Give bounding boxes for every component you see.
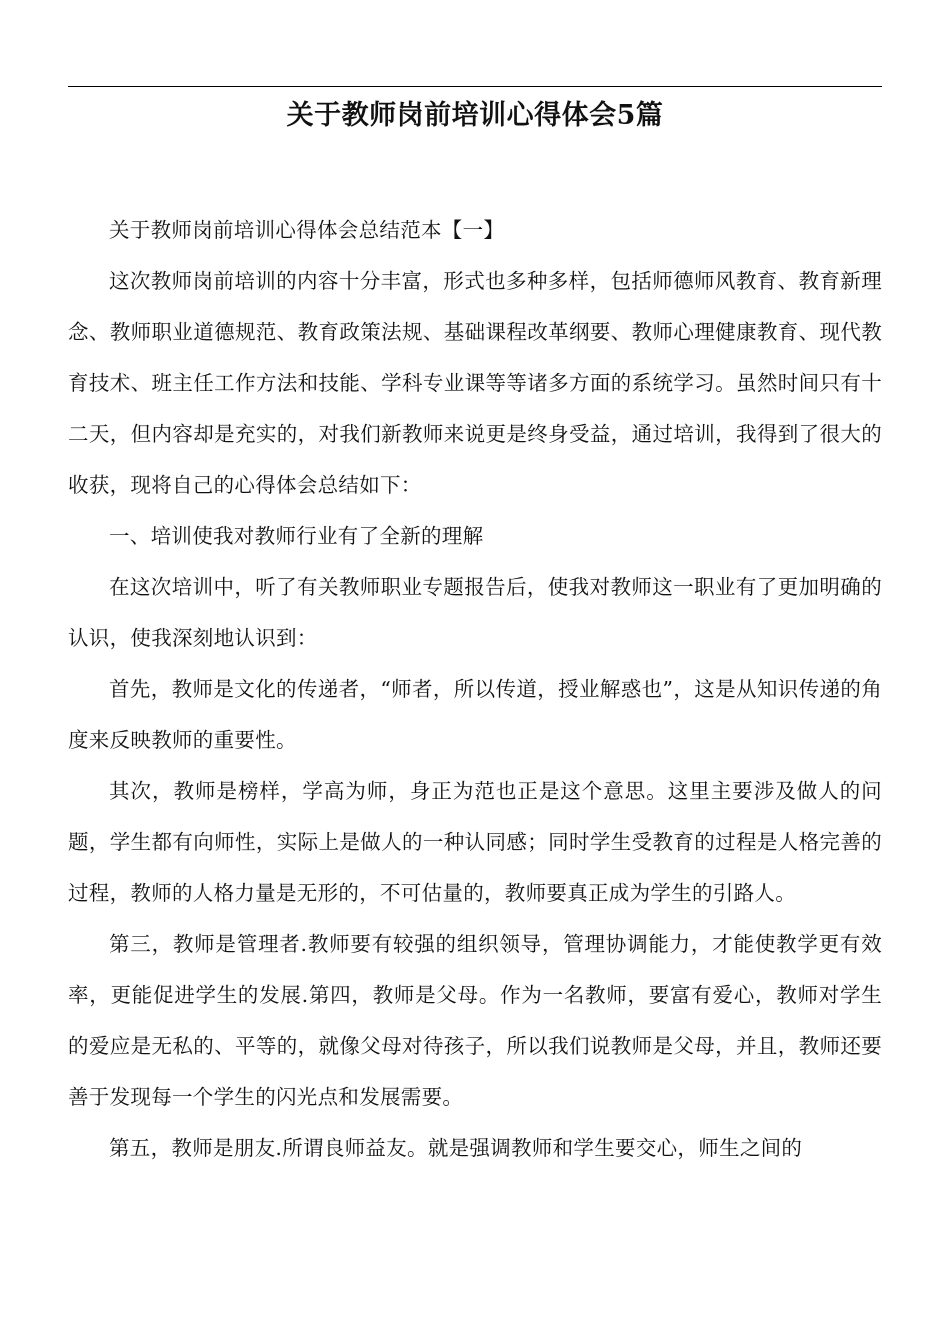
document-body: [68, 205, 882, 1174]
paragraph-understanding: 在这次培训中，听了有关教师职业专题报告后，使我对教师这一职业有了更加明确的认识，使我深刻地认识到：: [68, 575, 882, 650]
section-heading: 关于教师岗前培训心得体会总结范本【一】: [109, 218, 505, 242]
header-rule: [68, 86, 882, 87]
paragraph-intro: 这次教师岗前培训的内容十分丰富，形式也多种多样，包括师德师风教育、教育新理念、教师职业道德规范、教育政策法规、基础课程改革纲要、教师心理健康教育、现代教育技术、班主任工作方法和技能、学科专业课等等诸多方面的系统学习。虽然时间只有十二天，但内容却是充实的，对我们新教师来说更是终身受益，通过培训，我得到了很大的收获，现将自己的心得体会总结如下：: [68, 269, 882, 497]
document-title: 关于教师岗前培训心得体会5篇: [286, 100, 664, 131]
paragraph-first: 首先，教师是文化的传递者，“师者，所以传道，授业解惑也”，这是从知识传递的角度来反映教师的重要性。: [68, 677, 882, 752]
subsection-heading: 一、培训使我对教师行业有了全新的理解: [109, 524, 484, 548]
paragraph-third: 第三，教师是管理者.教师要有较强的组织领导，管理协调能力，才能使教学更有效率，更能促进学生的发展.第四，教师是父母。作为一名教师，要富有爱心，教师对学生的爱应是无私的、平等的，就像父母对待孩子，所以我们说教师是父母，并且，教师还要善于发现每一个学生的闪光点和发展需要。: [68, 932, 882, 1109]
paragraph-fifth: 第五，教师是朋友.所谓良师益友。就是强调教师和学生要交心，师生之间的: [109, 1136, 803, 1160]
paragraph-second: 其次，教师是榜样，学高为师，身正为范也正是这个意思。这里主要涉及做人的问题，学生都有向师性，实际上是做人的一种认同感；同时学生受教育的过程是人格完善的过程，教师的人格力量是无形的，不可估量的，教师要真正成为学生的引路人。: [68, 779, 882, 905]
